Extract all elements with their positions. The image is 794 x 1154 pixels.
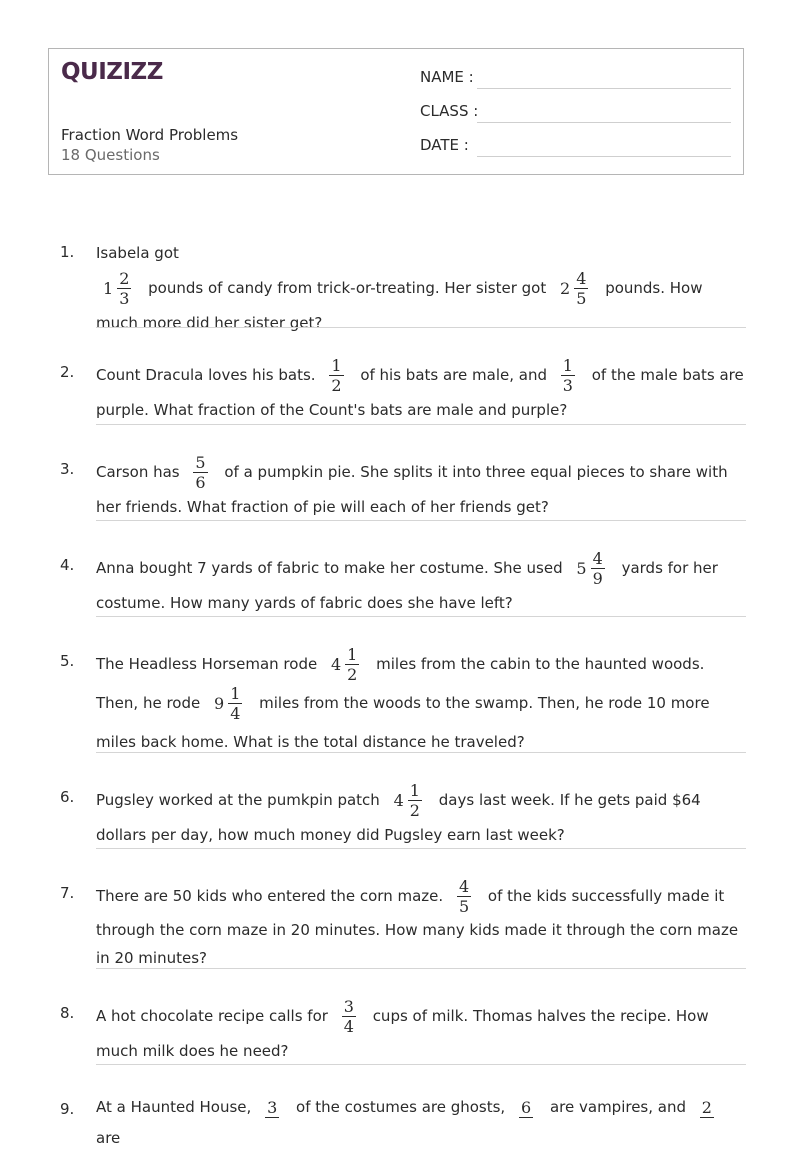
question-number: 3. (60, 460, 75, 478)
question-intro: Isabela got (96, 244, 179, 262)
question-text (96, 238, 746, 339)
answer-line (96, 327, 746, 328)
name-field[interactable] (477, 88, 731, 89)
numerator: 4 (592, 549, 603, 568)
fraction (329, 356, 343, 395)
question-text-segment: days last week. If he gets paid $64 dollars per day, how much money did Pugsley earn last week? (96, 791, 701, 844)
mixed-number (214, 684, 242, 723)
question-text-segment: There are 50 kids who entered the corn maze. (96, 887, 444, 905)
question-text-segment: pounds of candy from trick-or-treating. Her sister got (148, 279, 547, 297)
question-text (96, 356, 746, 426)
numerator: 1 (230, 684, 241, 703)
fraction (408, 781, 422, 820)
worksheet-title: Fraction Word Problems (61, 126, 239, 144)
question-text-segment: Anna bought 7 yards of fabric to make her costume. She used (96, 559, 563, 577)
numerator: 2 (119, 269, 130, 288)
fraction-expr (561, 356, 575, 395)
class-field[interactable] (477, 122, 731, 123)
question-text (96, 1092, 746, 1147)
question-text-segment: Count Dracula loves his bats. (96, 366, 316, 384)
fraction-expr (457, 877, 471, 916)
numerator: 1 (562, 356, 573, 375)
whole-part: 2 (560, 279, 571, 298)
denominator: 4 (343, 1017, 354, 1036)
question-number: 9. (60, 1100, 75, 1118)
question-number: 2. (60, 363, 75, 381)
question-text-segment: At a Haunted House, (96, 1098, 252, 1116)
mixed-number (103, 269, 131, 308)
question-text-segment: of the male bats are purple. What fraction of the Count's bats are male and purple? (96, 366, 744, 419)
question-text-segment: Carson has (96, 463, 180, 481)
date-label: DATE : (420, 136, 469, 154)
whole-part: 5 (576, 559, 587, 578)
numerator: 1 (331, 356, 342, 375)
question-text-segment: A hot chocolate recipe calls for (96, 1007, 328, 1025)
fraction-expr (193, 453, 207, 492)
question-text-segment: miles from the cabin to the haunted woods. Then, he rode (96, 655, 705, 712)
numerator: 3 (343, 997, 354, 1016)
fraction (345, 645, 359, 684)
numerator: 4 (576, 269, 587, 288)
question-text-segment: The Headless Horseman rode (96, 655, 318, 673)
question-text-segment: cups of milk. Thomas halves the recipe. How much milk does he need? (96, 1007, 709, 1060)
answer-line (96, 616, 746, 617)
answer-line (96, 752, 746, 753)
fraction (117, 269, 131, 308)
fraction (591, 549, 605, 588)
question-text (96, 997, 746, 1067)
answer-line (96, 1064, 746, 1065)
question-number: 6. (60, 788, 75, 806)
numerator: 1 (347, 645, 358, 664)
fraction (700, 1098, 714, 1118)
question-text-segment: of a pumpkin pie. She splits it into three equal pieces to share with her friends. What fraction of pie will each of her friends get? (96, 463, 728, 516)
name-label: NAME : (420, 68, 474, 86)
fraction (342, 997, 356, 1036)
question-text-segment: of the kids successfully made it through the corn maze in 20 minutes. How many kids made it through the corn maze in 20 minutes? (96, 887, 739, 967)
answer-line (96, 520, 746, 521)
question-number: 4. (60, 556, 75, 574)
question-text-segment: Pugsley worked at the pumkpin patch (96, 791, 380, 809)
denominator: 9 (592, 569, 603, 588)
mixed-number (331, 645, 359, 684)
question-text-segment: pounds. How much more did her sister get? (96, 279, 703, 332)
whole-part: 9 (214, 694, 225, 713)
numerator: 2 (701, 1097, 712, 1117)
denominator: 3 (119, 289, 130, 308)
answer-line (96, 424, 746, 425)
fraction (574, 269, 588, 308)
question-number: 7. (60, 884, 75, 902)
whole-part: 1 (103, 279, 114, 298)
fraction (561, 356, 575, 395)
numerator: 1 (409, 781, 420, 800)
whole-part: 4 (330, 655, 342, 674)
denominator: 2 (409, 801, 420, 820)
question-text (96, 549, 746, 619)
class-label: CLASS : (420, 102, 479, 120)
fraction (193, 453, 207, 492)
denominator: 6 (195, 473, 206, 492)
question-text (96, 453, 746, 523)
question-text-segment: are vampires, and (549, 1098, 687, 1116)
quizizz-logo: QUIZIZZ (61, 59, 163, 85)
fraction-expr (519, 1098, 533, 1118)
fraction-expr (700, 1098, 714, 1118)
fraction (228, 684, 242, 723)
question-number: 8. (60, 1004, 75, 1022)
answer-line (96, 848, 746, 849)
denominator: 5 (576, 289, 587, 308)
question-text-segment: of the costumes are ghosts, (296, 1098, 506, 1116)
question-text-segment: yards for her costume. How many yards of fabric does she have left? (96, 559, 718, 612)
fraction (265, 1098, 279, 1118)
question-text-segment: miles from the woods to the swamp. Then, he rode 10 more miles back home. What is the total distance he traveled? (96, 694, 710, 751)
mixed-number (576, 549, 604, 588)
question-count: 18 Questions (61, 146, 160, 164)
denominator: 3 (562, 376, 573, 395)
question-text (96, 781, 746, 851)
numerator: 6 (521, 1097, 532, 1117)
mixed-number (560, 269, 588, 308)
denominator: 5 (458, 897, 470, 916)
mixed-number (394, 781, 422, 820)
answer-line (96, 968, 746, 969)
question-text-segment: of his bats are male, and (360, 366, 547, 384)
numerator: 5 (195, 453, 206, 472)
fraction-expr (342, 997, 356, 1036)
question-number: 5. (60, 652, 75, 670)
numerator: 3 (267, 1097, 278, 1117)
denominator: 2 (331, 376, 342, 395)
question-text (96, 645, 746, 762)
fraction (457, 877, 471, 916)
date-field[interactable] (477, 156, 731, 157)
fraction (519, 1098, 533, 1118)
numerator: 4 (458, 877, 470, 896)
question-number: 1. (60, 243, 75, 261)
whole-part: 4 (393, 791, 404, 810)
question-text (96, 877, 746, 972)
fraction-expr (265, 1098, 279, 1118)
denominator: 4 (230, 704, 241, 723)
question-text-segment: are (96, 1129, 121, 1147)
denominator: 2 (347, 665, 358, 684)
fraction-expr (329, 356, 343, 395)
